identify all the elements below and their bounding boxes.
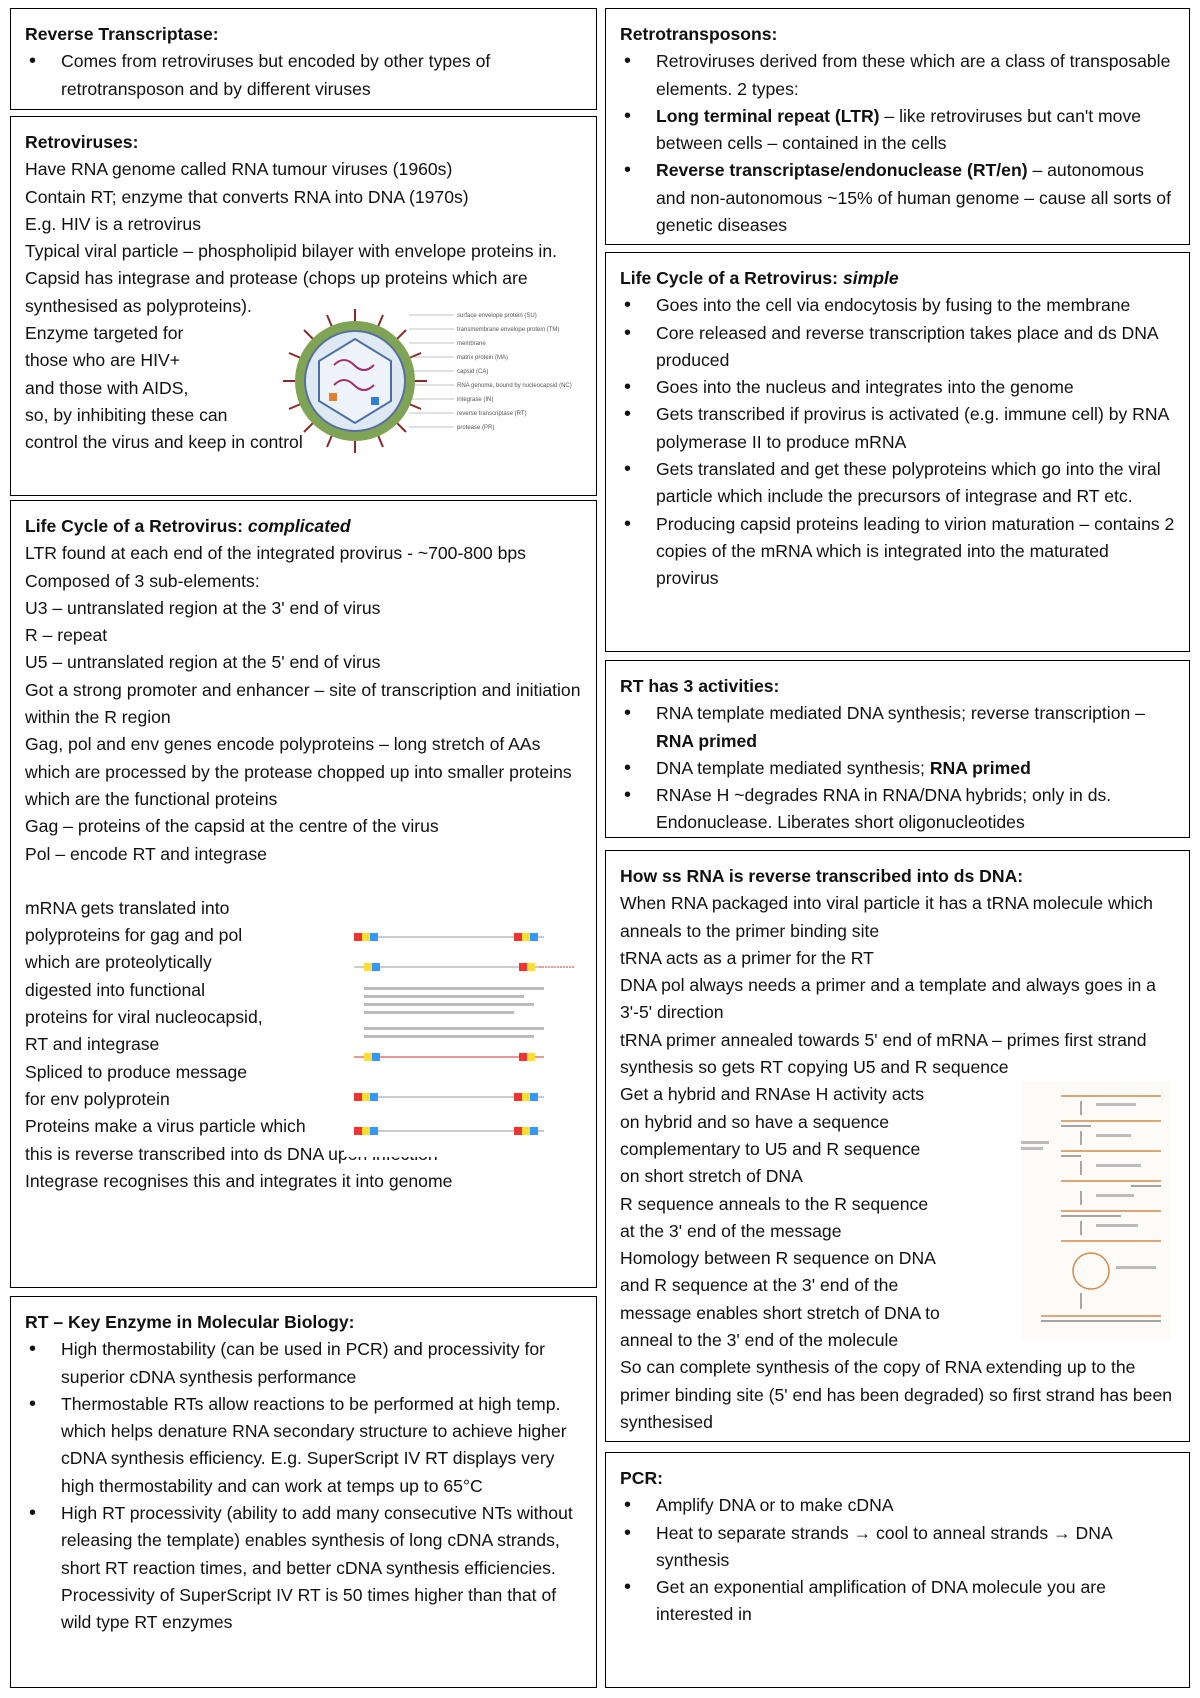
fig-label: capsid (CA) xyxy=(457,369,489,375)
text-line: anneal to the 3' end of the molecule xyxy=(620,1330,899,1351)
ss-rna-box xyxy=(605,850,1190,1442)
bullet: • Get an exponential amplification of DNA molecule you are interested in xyxy=(620,1574,1175,1629)
text-line: tRNA acts as a primer for the RT xyxy=(620,947,874,968)
bullet xyxy=(620,755,1175,782)
text-line: message enables short stretch of DNA to xyxy=(620,1302,940,1323)
text-line: R sequence anneals to the R sequence xyxy=(620,1193,929,1214)
activity-bold: RNA primed xyxy=(656,730,758,751)
text-line: and R sequence at the 3' end of the xyxy=(620,1275,899,1296)
fig-label: integrase (IN) xyxy=(457,397,494,403)
pcr-box xyxy=(605,1452,1190,1688)
rt-activities-box xyxy=(605,660,1190,838)
text-line: R – repeat xyxy=(25,625,108,646)
box-title: RT – Key Enzyme in Molecular Biology: xyxy=(25,1312,355,1332)
box-title: PCR: xyxy=(620,1468,664,1488)
text-line: which are proteolytically xyxy=(25,952,212,973)
text-line: Typical viral particle – phospholipid bilayer with envelope proteins in. Capsid has integrase and protease (chops up proteins which are synthesised as polyproteins). xyxy=(25,241,558,316)
box-title: RT has 3 activities: xyxy=(620,676,780,696)
text-line: Proteins make a virus particle which xyxy=(25,1116,306,1137)
bullet: • Comes from retroviruses but encoded by other types of retrotransposon and by different viruses xyxy=(25,48,582,103)
text-line: Spliced to produce message xyxy=(25,1061,248,1082)
bullet: • Gets transcribed if provirus is activated (e.g. immune cell) by RNA polymerase II to produce mRNA xyxy=(620,401,1175,456)
text-line: Get a hybrid and RNAse H activity acts xyxy=(620,1084,925,1105)
title-text: Life Cycle of a Retrovirus: xyxy=(25,516,248,536)
text-line: Gag – proteins of the capsid at the centre of the virus xyxy=(25,816,439,837)
bullet: • RNAse H ~degrades RNA in RNA/DNA hybrids; only in ds. Endonuclease. Liberates short oligonucleotides xyxy=(620,782,1175,837)
reverse-transcription-steps-diagram xyxy=(1021,1081,1171,1341)
text-line: Integrase recognises this and integrates it into genome xyxy=(25,1170,453,1191)
retrotransposons-box xyxy=(605,8,1190,245)
text-line: Gag, pol and env genes encode polyproteins – long stretch of AAs which are processed by the protease chopped up into smaller proteins which are the functional proteins xyxy=(25,734,572,809)
title-text: Life Cycle of a Retrovirus: xyxy=(620,268,843,288)
text-line: so, by inhibiting these can xyxy=(25,404,228,425)
retrovirus-diagram xyxy=(279,305,589,457)
text-line: Homology between R sequence on DNA xyxy=(620,1248,936,1269)
text-line: proteins for viral nucleocapsid, xyxy=(25,1007,263,1028)
fig-label: surface envelope protein (SU) xyxy=(457,313,537,319)
box-title: Retroviruses: xyxy=(25,132,139,152)
text-line: complementary to U5 and R sequence xyxy=(620,1138,921,1159)
bullet: • Thermostable RTs allow reactions to be performed at high temp. which helps denature RNA secondary structure to achieve higher cDNA synthesis efficiency. E.g. SuperScript IV RT displays very high thermostability and can work at temps up to 65°C xyxy=(25,1391,582,1500)
text-line: control the virus and keep in control xyxy=(25,432,303,453)
rten-desc: – autonomous and non-autonomous ~15% of human genome – cause all sorts of genetic diseases xyxy=(656,160,1171,236)
life-cycle-simple-box xyxy=(605,252,1190,652)
box-title xyxy=(620,265,1175,292)
text-line: E.g. HIV is a retrovirus xyxy=(25,213,201,234)
text-line: U5 – untranslated region at the 5' end of virus xyxy=(25,652,381,673)
title-italic: complicated xyxy=(247,516,351,536)
text-line: Have RNA genome called RNA tumour viruses (1960s) xyxy=(25,159,453,180)
life-cycle-complicated-box xyxy=(10,500,597,1288)
bullet: • Producing capsid proteins leading to virion maturation – contains 2 copies of the mRNA which is integrated into the maturated provirus xyxy=(620,511,1175,593)
label-lines xyxy=(409,315,454,427)
bullet: • High thermostability (can be used in PCR) and processivity for superior cDNA synthesis performance xyxy=(25,1336,582,1391)
box-title: How ss RNA is reverse transcribed into ds DNA: xyxy=(620,866,1024,886)
text-line: Pol – encode RT and integrase xyxy=(25,843,267,864)
activity-text: RNA template mediated DNA synthesis; reverse transcription – xyxy=(656,703,1145,724)
bullet: • High RT processivity (ability to add many consecutive NTs without releasing the template) enables synthesis of long cDNA strands, short RT reaction times, and better cDNA synthesis efficiencies. Processivity of SuperScript IV RT is 50 times higher than that of wild type RT enzymes xyxy=(25,1500,582,1636)
text-line: DNA pol always needs a primer and a template and always goes in a 3'-5' direction xyxy=(620,975,1156,1023)
reverse-transcriptase-box xyxy=(10,8,597,110)
enzyme-marker xyxy=(329,393,337,401)
text-line: those who are HIV+ xyxy=(25,350,181,371)
box-title: Retrotransposons: xyxy=(620,24,778,44)
text-line: polyproteins for gag and pol xyxy=(25,925,243,946)
fig-label: matrix protein (MA) xyxy=(457,355,509,361)
bullet: • Goes into the nucleus and integrates into the genome xyxy=(620,374,1175,401)
text-line: LTR found at each end of the integrated provirus - ~700-800 bps xyxy=(25,543,526,564)
fig-label: RNA genome, bound by nucleocapsid (NC) xyxy=(457,383,572,389)
text-line: Enzyme targeted for xyxy=(25,323,184,344)
text-line: Composed of 3 sub-elements: xyxy=(25,570,260,591)
bullet xyxy=(620,700,1175,755)
fig-label: reverse transcriptase (RT) xyxy=(457,411,527,417)
text-line: and those with AIDS, xyxy=(25,377,189,398)
rten-term: Reverse transcriptase/endonuclease (RT/en) xyxy=(656,160,1028,181)
text-line: RT and integrase xyxy=(25,1034,160,1055)
rt-key-enzyme-box xyxy=(10,1296,597,1688)
bullet: • Goes into the cell via endocytosis by fusing to the membrane xyxy=(620,292,1175,319)
ltr-term: Long terminal repeat (LTR) xyxy=(656,105,880,126)
text-line: U3 – untranslated region at the 3' end of virus xyxy=(25,597,381,618)
text-line: When RNA packaged into viral particle it has a tRNA molecule which anneals to the primer binding site xyxy=(620,893,1153,941)
activity-text: DNA template mediated synthesis; xyxy=(656,757,930,778)
bullet: • Gets translated and get these polyproteins which go into the viral particle which include the precursors of integrase and RT etc. xyxy=(620,456,1175,511)
text-line: tRNA primer annealed towards 5' end of mRNA – primes first strand synthesis so gets RT copying U5 and R sequence xyxy=(620,1029,1147,1078)
fig-label: transmembrane envelope protein (TM) xyxy=(457,327,560,333)
text-line: So can complete synthesis of the copy of RNA extending up to the primer binding site (5' end has been degraded) so first strand has been synthesised xyxy=(620,1357,1173,1432)
bullet: • Core released and reverse transcription takes place and ds DNA produced xyxy=(620,320,1175,375)
box-title xyxy=(25,513,582,540)
bullet xyxy=(620,103,1175,158)
text-line: on hybrid and so have a sequence xyxy=(620,1111,889,1132)
fig-label: membrane xyxy=(457,341,486,347)
text-line: mRNA gets translated into xyxy=(25,897,230,918)
text-line: Contain RT; enzyme that converts RNA into DNA (1970s) xyxy=(25,186,469,207)
enzyme-marker xyxy=(371,397,379,405)
bullet: • Amplify DNA or to make cDNA xyxy=(620,1492,1175,1519)
bullet xyxy=(620,157,1175,239)
retroviruses-box xyxy=(10,116,597,496)
text-line: Got a strong promoter and enhancer – site of transcription and initiation within the R region xyxy=(25,679,581,728)
provirus-gene-diagram xyxy=(344,897,584,1157)
bullet: • Heat to separate strands → cool to anneal strands → DNA synthesis xyxy=(620,1520,1175,1575)
text-line: for env polyprotein xyxy=(25,1088,170,1109)
box-title: Reverse Transcriptase: xyxy=(25,24,219,44)
title-italic: simple xyxy=(842,268,899,288)
text-line: on short stretch of DNA xyxy=(620,1166,803,1187)
activity-bold: RNA primed xyxy=(929,757,1031,778)
text-line: at the 3' end of the message xyxy=(620,1220,842,1241)
text-line: digested into functional xyxy=(25,979,205,1000)
text-line: this is reverse transcribed into ds DNA upon infection xyxy=(25,1143,438,1164)
ltr-desc: – like retroviruses but can't move between cells – contained in the cells xyxy=(656,105,1142,154)
gene-map-rows xyxy=(354,933,574,1135)
fig-label: protease (PR) xyxy=(457,425,495,431)
bullet: • Retroviruses derived from these which are a class of transposable elements. 2 types: xyxy=(620,48,1175,103)
